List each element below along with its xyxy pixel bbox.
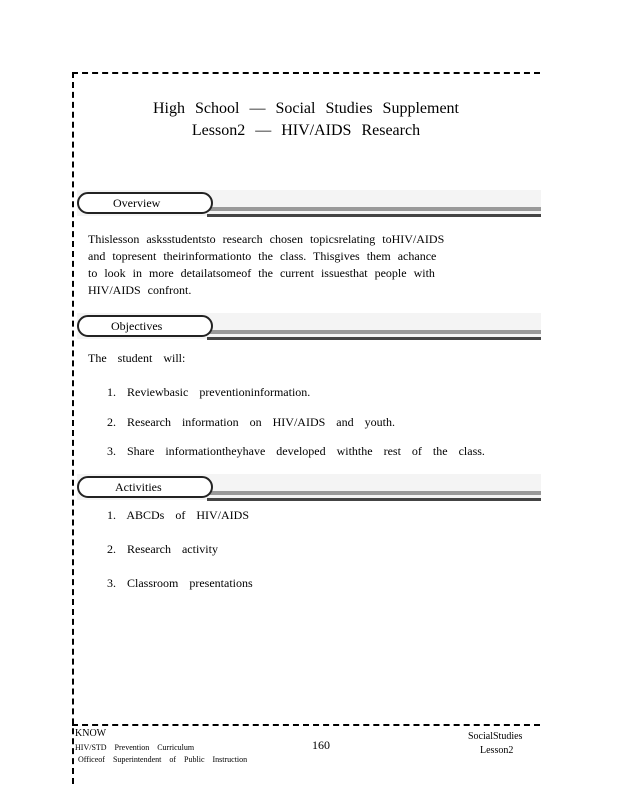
objectives-heading: Objectives <box>77 315 213 337</box>
overview-section-header <box>77 190 541 218</box>
page-border-left <box>72 72 74 784</box>
overview-line: to look in more detailatsomeof the current issuesthat people with <box>88 266 435 280</box>
page-border-top <box>72 72 540 74</box>
objectives-intro: The student will: <box>88 351 186 365</box>
activity-item: 1. ABCDs of HIV/AIDS <box>107 508 250 522</box>
footer-curriculum: HIV/STD Prevention Curriculum <box>75 743 195 752</box>
activities-section-header <box>77 474 541 502</box>
page-subtitle: Lesson2 — HIV/AIDS Research <box>191 122 421 139</box>
footer-office: Officeof Superintendent of Public Instruction <box>78 755 248 764</box>
objective-item: 1. Reviewbasic preventioninformation. <box>107 385 311 399</box>
footer-subject: SocialStudies <box>468 731 523 742</box>
overview-heading: Overview <box>77 192 213 214</box>
objective-item: 3. Share informationtheyhave developed withthe rest of the class. <box>107 444 485 458</box>
page-number: 160 <box>312 738 330 752</box>
activity-item: 2. Research activity <box>107 542 218 556</box>
footer-lesson: Lesson2 <box>480 745 514 756</box>
footer-rule <box>72 724 540 726</box>
overview-paragraph <box>88 231 490 299</box>
overview-line: and topresent theirinformationto the class. Thisgives them achance <box>88 249 437 263</box>
overview-line: HIV/AIDS confront. <box>88 283 192 297</box>
overview-line: Thislesson asksstudentsto research chosen topicsrelating toHIV/AIDS <box>88 232 445 246</box>
objectives-section-header <box>77 313 541 341</box>
activities-heading: Activities <box>77 476 213 498</box>
activity-item: 3. Classroom presentations <box>107 576 253 590</box>
footer-know: KNOW <box>75 728 107 739</box>
objective-item: 2. Research information on HIV/AIDS and youth. <box>107 415 395 429</box>
page-title: High School — Social Studies Supplement <box>153 100 459 117</box>
